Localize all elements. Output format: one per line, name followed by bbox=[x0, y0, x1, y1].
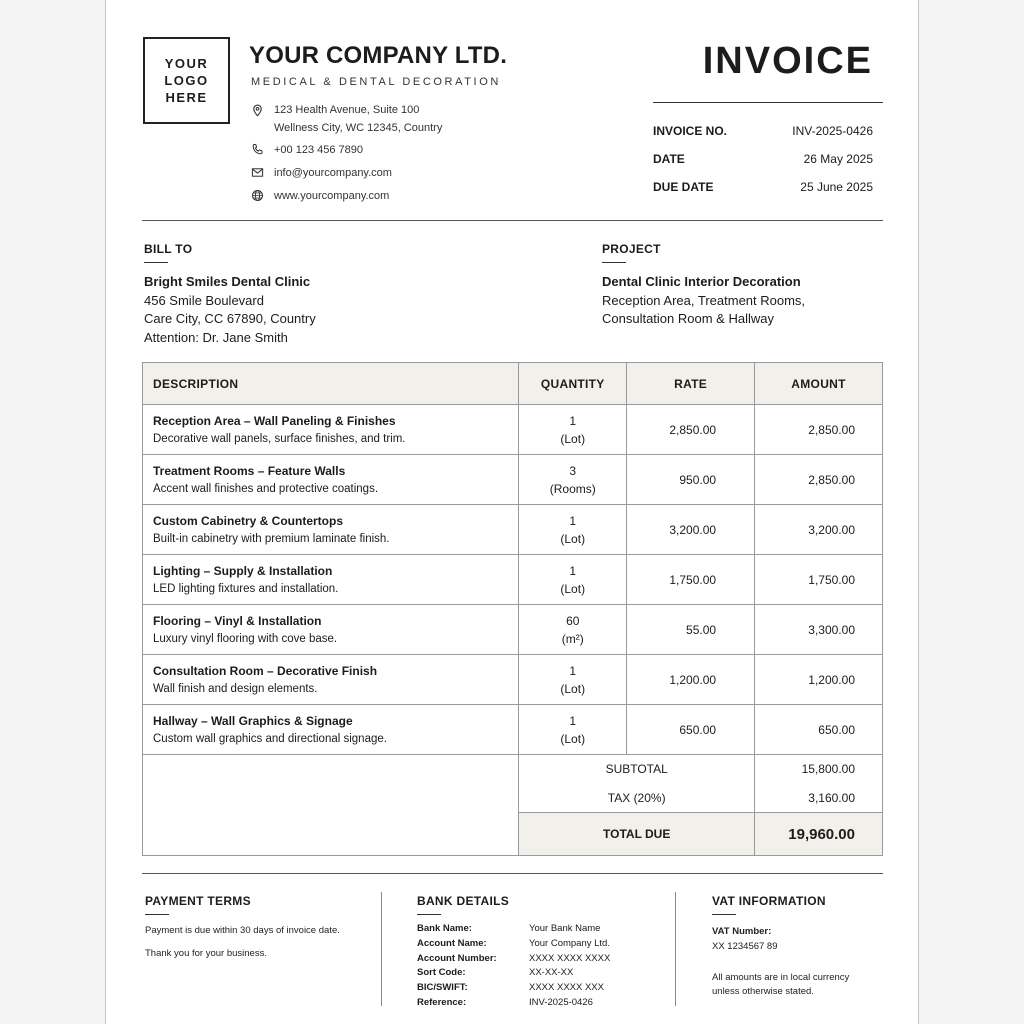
qty-value: 1 bbox=[569, 563, 577, 578]
item-detail: Built-in cabinetry with premium laminate finish. bbox=[153, 532, 390, 545]
item-detail: LED lighting fixtures and installation. bbox=[153, 582, 339, 595]
footer-column-divider bbox=[381, 892, 382, 1006]
company-tagline: MEDICAL & DENTAL DECORATION bbox=[251, 76, 501, 88]
item-amount: 3,200.00 bbox=[755, 505, 883, 555]
table-row bbox=[143, 605, 883, 655]
project-label: PROJECT bbox=[602, 242, 661, 256]
item-title: Hallway – Wall Graphics & Signage bbox=[153, 713, 353, 728]
logo-placeholder bbox=[143, 37, 230, 124]
payment-terms-label: PAYMENT TERMS bbox=[145, 894, 251, 908]
company-website bbox=[251, 189, 389, 202]
website-url: www.yourcompany.com bbox=[274, 189, 390, 202]
tax-label: TAX (20%) bbox=[519, 784, 755, 813]
bank-field-value: XXXX XXXX XXXX bbox=[529, 952, 611, 964]
location-pin-icon bbox=[251, 104, 264, 117]
item-title: Custom Cabinetry & Countertops bbox=[153, 513, 344, 528]
project-name: Dental Clinic Interior Decoration bbox=[602, 274, 801, 289]
item-rate: 950.00 bbox=[627, 455, 755, 505]
footer-divider bbox=[142, 873, 883, 874]
project-scope-line: Consultation Room & Hallway bbox=[602, 311, 774, 326]
bill-to-section bbox=[144, 242, 316, 347]
email-address: info@yourcompany.com bbox=[274, 166, 392, 179]
meta-label: INVOICE NO. bbox=[653, 124, 728, 138]
item-quantity bbox=[519, 505, 627, 555]
bank-field-value: Your Company Ltd. bbox=[529, 937, 610, 949]
item-rate: 1,200.00 bbox=[627, 655, 755, 705]
qty-value: 3 bbox=[569, 463, 577, 478]
qty-unit: (Lot) bbox=[560, 681, 586, 696]
bill-to-label: BILL TO bbox=[144, 242, 193, 256]
item-description bbox=[143, 455, 519, 505]
title-divider bbox=[653, 102, 883, 103]
item-description bbox=[143, 705, 519, 755]
address-line-1: 123 Health Avenue, Suite 100 bbox=[274, 104, 420, 116]
company-phone bbox=[251, 143, 363, 156]
company-email bbox=[251, 166, 392, 179]
table-header-row bbox=[143, 363, 883, 405]
bank-details-grid bbox=[417, 922, 667, 1011]
column-header-description: DESCRIPTION bbox=[143, 363, 519, 405]
summary-blank-cell bbox=[143, 755, 519, 856]
qty-unit: (Lot) bbox=[560, 431, 586, 446]
bank-field-label: Reference: bbox=[417, 996, 467, 1008]
subtotal-value: 15,800.00 bbox=[755, 755, 883, 784]
table-row bbox=[143, 705, 883, 755]
currency-note: All amounts are in local currency bbox=[712, 971, 850, 983]
bank-field-value: INV-2025-0426 bbox=[529, 996, 593, 1008]
logo-line: HERE bbox=[165, 90, 208, 105]
bank-field-label: Account Number: bbox=[417, 952, 497, 964]
item-rate: 650.00 bbox=[627, 705, 755, 755]
due-date-row bbox=[653, 180, 873, 194]
column-header-quantity: QUANTITY bbox=[519, 363, 627, 405]
table-row bbox=[143, 455, 883, 505]
phone-number: +00 123 456 7890 bbox=[274, 143, 364, 156]
qty-unit: (Lot) bbox=[560, 581, 586, 596]
item-description bbox=[143, 505, 519, 555]
line-items-table bbox=[142, 362, 883, 856]
header-divider bbox=[142, 220, 883, 221]
column-header-amount: AMOUNT bbox=[755, 363, 883, 405]
thank-you-text: Thank you for your business. bbox=[145, 947, 267, 959]
address-line-2: Wellness City, WC 12345, Country bbox=[274, 122, 443, 134]
label-underline bbox=[144, 262, 168, 263]
item-title: Consultation Room – Decorative Finish bbox=[153, 663, 378, 678]
item-rate: 55.00 bbox=[627, 605, 755, 655]
bank-field-label: BIC/SWIFT: bbox=[417, 982, 468, 994]
bank-details-label: BANK DETAILS bbox=[417, 894, 510, 908]
table-row bbox=[143, 405, 883, 455]
logo-line: LOGO bbox=[164, 73, 209, 88]
meta-label: DUE DATE bbox=[653, 180, 714, 194]
item-quantity bbox=[519, 455, 627, 505]
label-underline bbox=[417, 914, 441, 915]
label-underline bbox=[602, 262, 626, 263]
total-due-label: TOTAL DUE bbox=[519, 813, 755, 856]
company-name: YOUR COMPANY LTD. bbox=[249, 42, 508, 69]
item-detail: Decorative wall panels, surface finishes, and trim. bbox=[153, 432, 406, 445]
currency-note: unless otherwise stated. bbox=[712, 986, 814, 998]
vat-section bbox=[712, 894, 892, 1000]
item-quantity bbox=[519, 605, 627, 655]
item-detail: Wall finish and design elements. bbox=[153, 682, 318, 695]
table-row bbox=[143, 505, 883, 555]
qty-unit: (m²) bbox=[561, 631, 584, 646]
bank-field-value: XXXX XXXX XXX bbox=[529, 982, 604, 994]
table-row bbox=[143, 555, 883, 605]
vat-label: VAT INFORMATION bbox=[712, 894, 826, 908]
meta-value: 26 May 2025 bbox=[803, 152, 873, 166]
meta-label: DATE bbox=[653, 152, 685, 166]
item-quantity bbox=[519, 405, 627, 455]
project-scope-line: Reception Area, Treatment Rooms, bbox=[602, 292, 806, 308]
invoice-title: INVOICE bbox=[702, 40, 873, 82]
qty-unit: (Lot) bbox=[560, 531, 586, 546]
bank-field-label: Bank Name: bbox=[417, 923, 472, 934]
qty-unit: (Lot) bbox=[560, 731, 586, 746]
invoice-page bbox=[105, 0, 919, 1024]
item-rate: 1,750.00 bbox=[627, 555, 755, 605]
client-address-line: Care City, CC 67890, Country bbox=[144, 311, 316, 326]
subtotal-row bbox=[143, 755, 883, 784]
item-amount: 2,850.00 bbox=[755, 405, 883, 455]
logo-line: YOUR bbox=[164, 56, 209, 71]
item-quantity bbox=[519, 555, 627, 605]
envelope-icon bbox=[251, 166, 264, 179]
qty-value: 60 bbox=[566, 613, 580, 628]
item-title: Reception Area – Wall Paneling & Finishes bbox=[153, 413, 396, 428]
vat-number: XX 1234567 89 bbox=[712, 940, 778, 952]
item-amount: 1,750.00 bbox=[755, 555, 883, 605]
invoice-date-row bbox=[653, 152, 873, 166]
bank-field-label: Account Name: bbox=[417, 937, 487, 949]
label-underline bbox=[712, 914, 736, 915]
item-rate: 3,200.00 bbox=[627, 505, 755, 555]
qty-value: 1 bbox=[569, 513, 577, 528]
item-amount: 3,300.00 bbox=[755, 605, 883, 655]
qty-value: 1 bbox=[569, 713, 577, 728]
footer-column-divider bbox=[675, 892, 676, 1006]
project-section bbox=[602, 242, 805, 329]
client-address-line: 456 Smile Boulevard bbox=[144, 292, 264, 308]
meta-value: INV-2025-0426 bbox=[792, 124, 873, 138]
item-description bbox=[143, 605, 519, 655]
bank-field-value: Your Bank Name bbox=[529, 923, 601, 934]
item-quantity bbox=[519, 655, 627, 705]
column-header-rate: RATE bbox=[627, 363, 755, 405]
item-description bbox=[143, 655, 519, 705]
globe-icon bbox=[251, 189, 264, 202]
company-address bbox=[251, 101, 442, 137]
phone-icon bbox=[251, 143, 264, 156]
item-description bbox=[143, 555, 519, 605]
qty-value: 1 bbox=[569, 663, 577, 678]
meta-value: 25 June 2025 bbox=[800, 180, 873, 194]
item-title: Lighting – Supply & Installation bbox=[153, 563, 333, 578]
client-attention: Attention: Dr. Jane Smith bbox=[144, 329, 288, 345]
qty-value: 1 bbox=[569, 413, 577, 428]
item-title: Treatment Rooms – Feature Walls bbox=[153, 463, 346, 478]
item-detail: Luxury vinyl flooring with cove base. bbox=[153, 632, 338, 645]
subtotal-label: SUBTOTAL bbox=[519, 755, 755, 784]
bank-field-value: XX-XX-XX bbox=[529, 967, 574, 979]
client-name: Bright Smiles Dental Clinic bbox=[144, 274, 311, 289]
bank-details-section bbox=[417, 894, 667, 1011]
item-amount: 650.00 bbox=[755, 705, 883, 755]
bank-field-label: Sort Code: bbox=[417, 967, 466, 979]
qty-unit: (Rooms) bbox=[549, 481, 596, 496]
item-detail: Custom wall graphics and directional signage. bbox=[153, 732, 387, 745]
payment-terms-text: Payment is due within 30 days of invoice date. bbox=[145, 925, 340, 936]
tax-value: 3,160.00 bbox=[755, 784, 883, 813]
item-amount: 2,850.00 bbox=[755, 455, 883, 505]
invoice-number-row bbox=[653, 124, 873, 138]
total-due-value: 19,960.00 bbox=[755, 813, 883, 856]
item-title: Flooring – Vinyl & Installation bbox=[153, 613, 322, 628]
label-underline bbox=[145, 914, 169, 915]
table-row bbox=[143, 655, 883, 705]
item-quantity bbox=[519, 705, 627, 755]
item-amount: 1,200.00 bbox=[755, 655, 883, 705]
item-description bbox=[143, 405, 519, 455]
item-detail: Accent wall finishes and protective coatings. bbox=[153, 482, 379, 495]
payment-terms-section bbox=[145, 894, 375, 962]
item-rate: 2,850.00 bbox=[627, 405, 755, 455]
vat-number-label: VAT Number: bbox=[712, 926, 772, 937]
